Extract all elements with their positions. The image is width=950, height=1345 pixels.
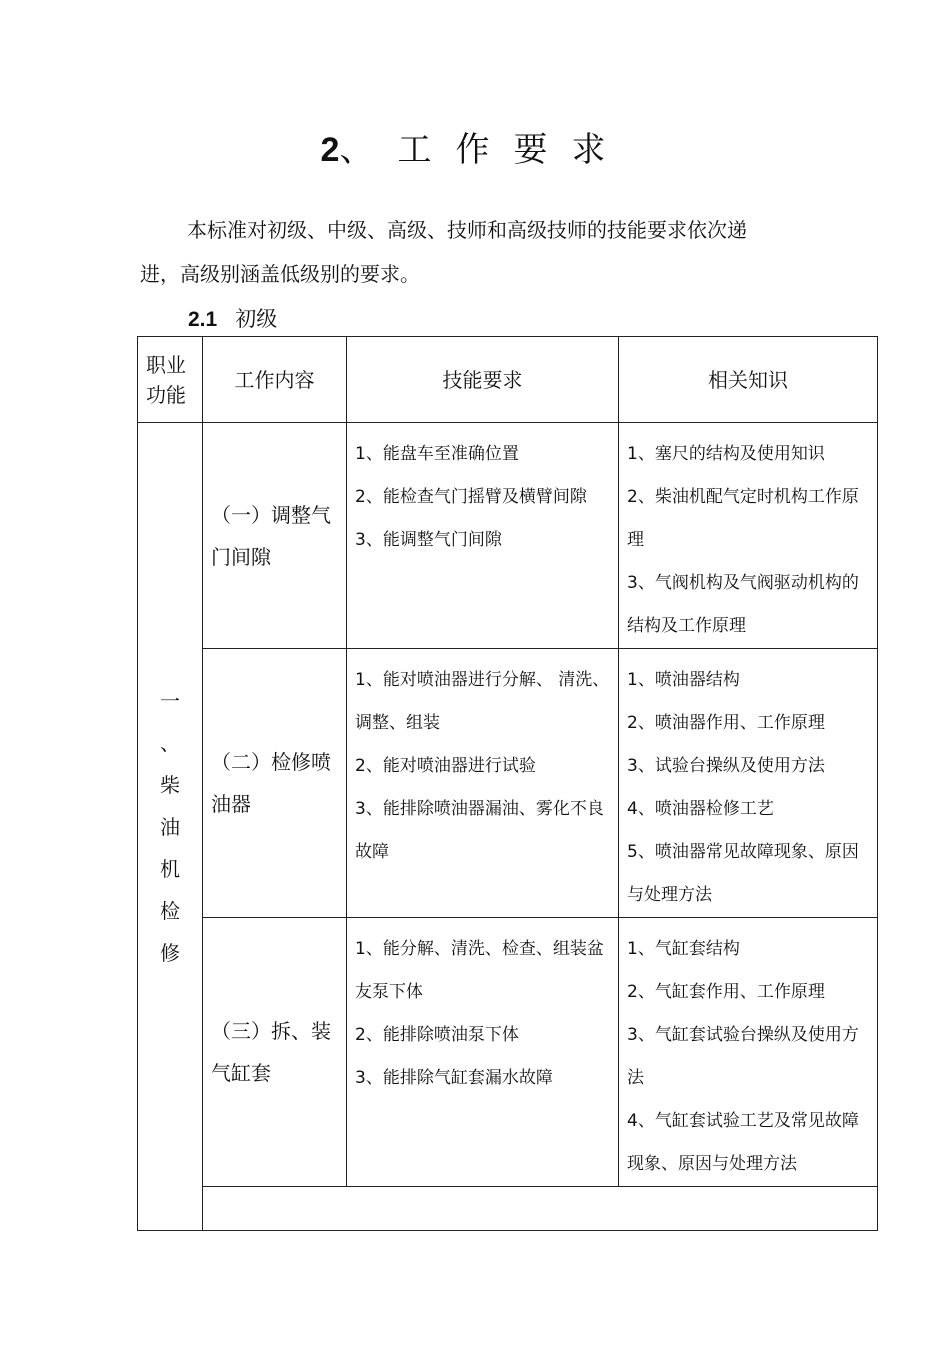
function-char: 柴	[160, 772, 180, 797]
function-char: 修	[160, 940, 180, 965]
function-char: 一	[160, 688, 180, 713]
skill-item: 2、能检查气门摇臂及横臂间隙	[355, 487, 587, 507]
header-content: 工作内容	[203, 337, 347, 423]
header-function-line-1: 职业	[146, 352, 186, 377]
empty-row	[138, 1187, 878, 1231]
header-function	[138, 337, 203, 423]
header-knowledge: 相关知识	[619, 337, 878, 423]
skill-item: 2、能排除喷油泵下体	[355, 1025, 519, 1045]
content-cell: （二）检修喷油器	[203, 649, 347, 918]
knowledge-cell	[619, 918, 878, 1187]
table-row	[138, 649, 878, 918]
knowledge-item: 2、喷油器作用、工作原理	[627, 713, 825, 733]
table-row	[138, 918, 878, 1187]
skill-item: 3、能排除喷油器漏油、雾化不良故障	[355, 799, 604, 862]
header-row	[138, 337, 878, 423]
section-number: 2.1	[188, 308, 218, 331]
title-number: 2	[320, 131, 340, 169]
section-heading	[188, 303, 277, 333]
content-cell: （一）调整气门间隙	[203, 423, 347, 649]
function-char: 检	[160, 898, 180, 923]
skill-item: 1、能盘车至准确位置	[355, 444, 519, 464]
function-char: 、	[160, 730, 180, 755]
knowledge-item: 3、试验台操纵及使用方法	[627, 756, 825, 776]
skill-item: 1、能对喷油器进行分解、 清洗、调整、组装	[355, 670, 610, 733]
function-char: 机	[160, 856, 180, 881]
table-row	[138, 423, 878, 649]
knowledge-item: 2、柴油机配气定时机构工作原理	[627, 487, 859, 550]
knowledge-item: 1、塞尺的结构及使用知识	[627, 444, 825, 464]
function-char: 油	[160, 814, 180, 839]
function-cell	[138, 423, 203, 1231]
header-function-line-2: 功能	[146, 382, 186, 407]
knowledge-cell	[619, 423, 878, 649]
content-cell: （三）拆、装气缸套	[203, 918, 347, 1187]
skill-item: 1、能分解、清洗、检查、组装盆友泵下体	[355, 939, 604, 1002]
knowledge-item: 5、喷油器常见故障现象、原因与处理方法	[627, 842, 859, 905]
knowledge-item: 3、气缸套试验台操纵及使用方法	[627, 1025, 859, 1088]
knowledge-item: 3、气阀机构及气阀驱动机构的结构及工作原理	[627, 573, 859, 636]
intro-line-1: 本标准对初级、中级、高级、技师和高级技师的技能要求依次递	[187, 218, 747, 242]
knowledge-item: 4、喷油器检修工艺	[627, 799, 774, 819]
knowledge-cell	[619, 649, 878, 918]
skill-item: 3、能排除气缸套漏水故障	[355, 1068, 553, 1088]
page-title	[0, 122, 950, 171]
knowledge-item: 2、气缸套作用、工作原理	[627, 982, 825, 1002]
skills-cell	[347, 649, 619, 918]
knowledge-item: 1、喷油器结构	[627, 670, 740, 690]
intro-line-2: 进，高级别涵盖低级别的要求。	[140, 262, 420, 286]
section-label: 初级	[235, 307, 278, 331]
title-text: 、工作要求	[339, 130, 630, 170]
skill-item: 2、能对喷油器进行试验	[355, 756, 536, 776]
header-skills: 技能要求	[347, 337, 619, 423]
requirements-table	[137, 336, 878, 1231]
knowledge-item: 4、气缸套试验工艺及常见故障现象、原因与处理方法	[627, 1111, 859, 1174]
skill-item: 3、能调整气门间隙	[355, 530, 502, 550]
skills-cell	[347, 423, 619, 649]
empty-cell	[203, 1187, 878, 1231]
skills-cell	[347, 918, 619, 1187]
knowledge-item: 1、气缸套结构	[627, 939, 740, 959]
